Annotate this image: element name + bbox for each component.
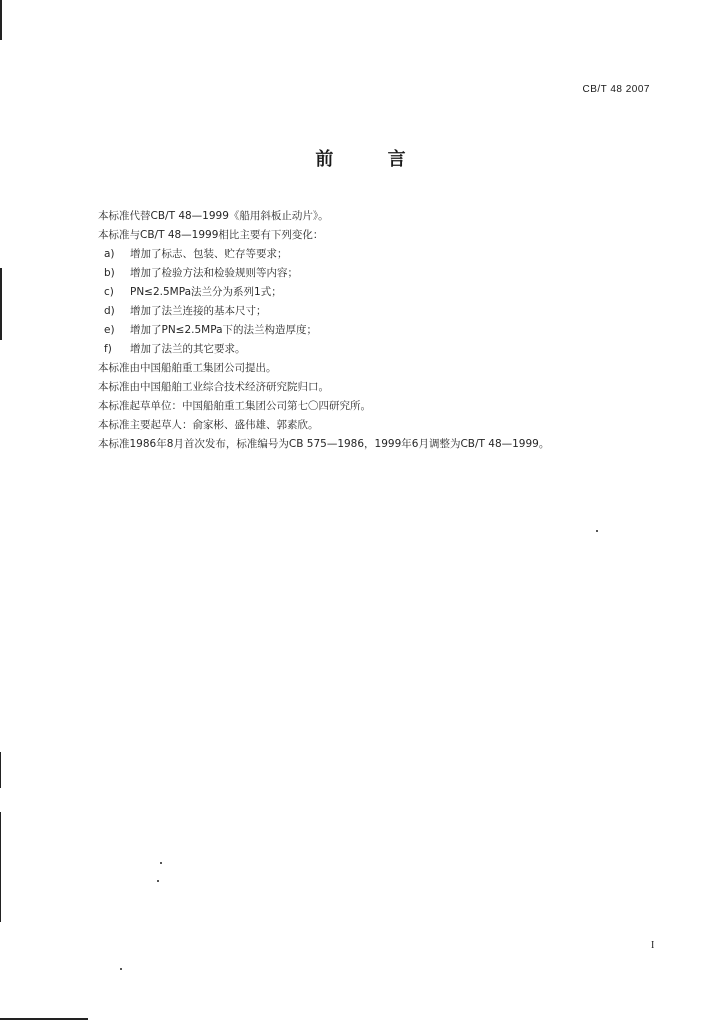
list-text: 增加了法兰的其它要求。 [130, 343, 246, 355]
list-marker: b) [104, 267, 115, 279]
paragraph: 本标准主要起草人：俞家彬、盛伟雄、郭素欣。 [98, 419, 319, 431]
list-item [98, 283, 658, 302]
scan-speck [157, 880, 159, 882]
paragraph: 本标准代替CB/T 48—1999《船用斜板止动片》。 [98, 210, 329, 222]
footer-rule [0, 1018, 88, 1020]
paragraph: 本标准1986年8月首次发布，标准编号为CB 575—1986，1999年6月调整为CB/T 48—1999。 [98, 438, 550, 450]
list-marker: f) [104, 343, 112, 355]
list-text: PN≤2.5MPa法兰分为系列1式； [130, 286, 282, 298]
list-item [98, 264, 658, 283]
page-title: 前 言 [315, 149, 430, 170]
paragraph: 本标准由中国船舶工业综合技术经济研究院归口。 [98, 381, 329, 393]
list-text: 增加了标志、包装、贮存等要求； [130, 248, 288, 260]
scan-edge-mark [0, 0, 2, 40]
list-item [98, 245, 658, 264]
scan-speck [160, 862, 162, 864]
scan-edge-mark [0, 268, 2, 340]
list-item [98, 321, 658, 340]
document-code: CB/T 48 2007 [582, 84, 650, 95]
list-marker: d) [104, 305, 115, 317]
list-text: 增加了法兰连接的基本尺寸； [130, 305, 267, 317]
list-text: 增加了PN≤2.5MPa下的法兰构造厚度； [130, 324, 318, 336]
list-text: 增加了检验方法和检验规则等内容； [130, 267, 298, 279]
list-item [98, 340, 658, 359]
scan-speck [120, 968, 122, 970]
paragraph: 本标准由中国船舶重工集团公司提出。 [98, 362, 277, 374]
list-marker: e) [104, 324, 115, 336]
page-number: I [651, 940, 655, 951]
scan-speck [596, 530, 598, 532]
list-item [98, 302, 658, 321]
list-marker: a) [104, 248, 115, 260]
paragraph: 本标准与CB/T 48—1999相比主要有下列变化： [98, 229, 324, 241]
scan-edge-mark [0, 812, 1, 922]
paragraph: 本标准起草单位：中国船舶重工集团公司第七〇四研究所。 [98, 400, 371, 412]
scan-edge-mark [0, 752, 1, 788]
foreword-body [98, 207, 658, 454]
list-marker: c) [104, 286, 114, 298]
